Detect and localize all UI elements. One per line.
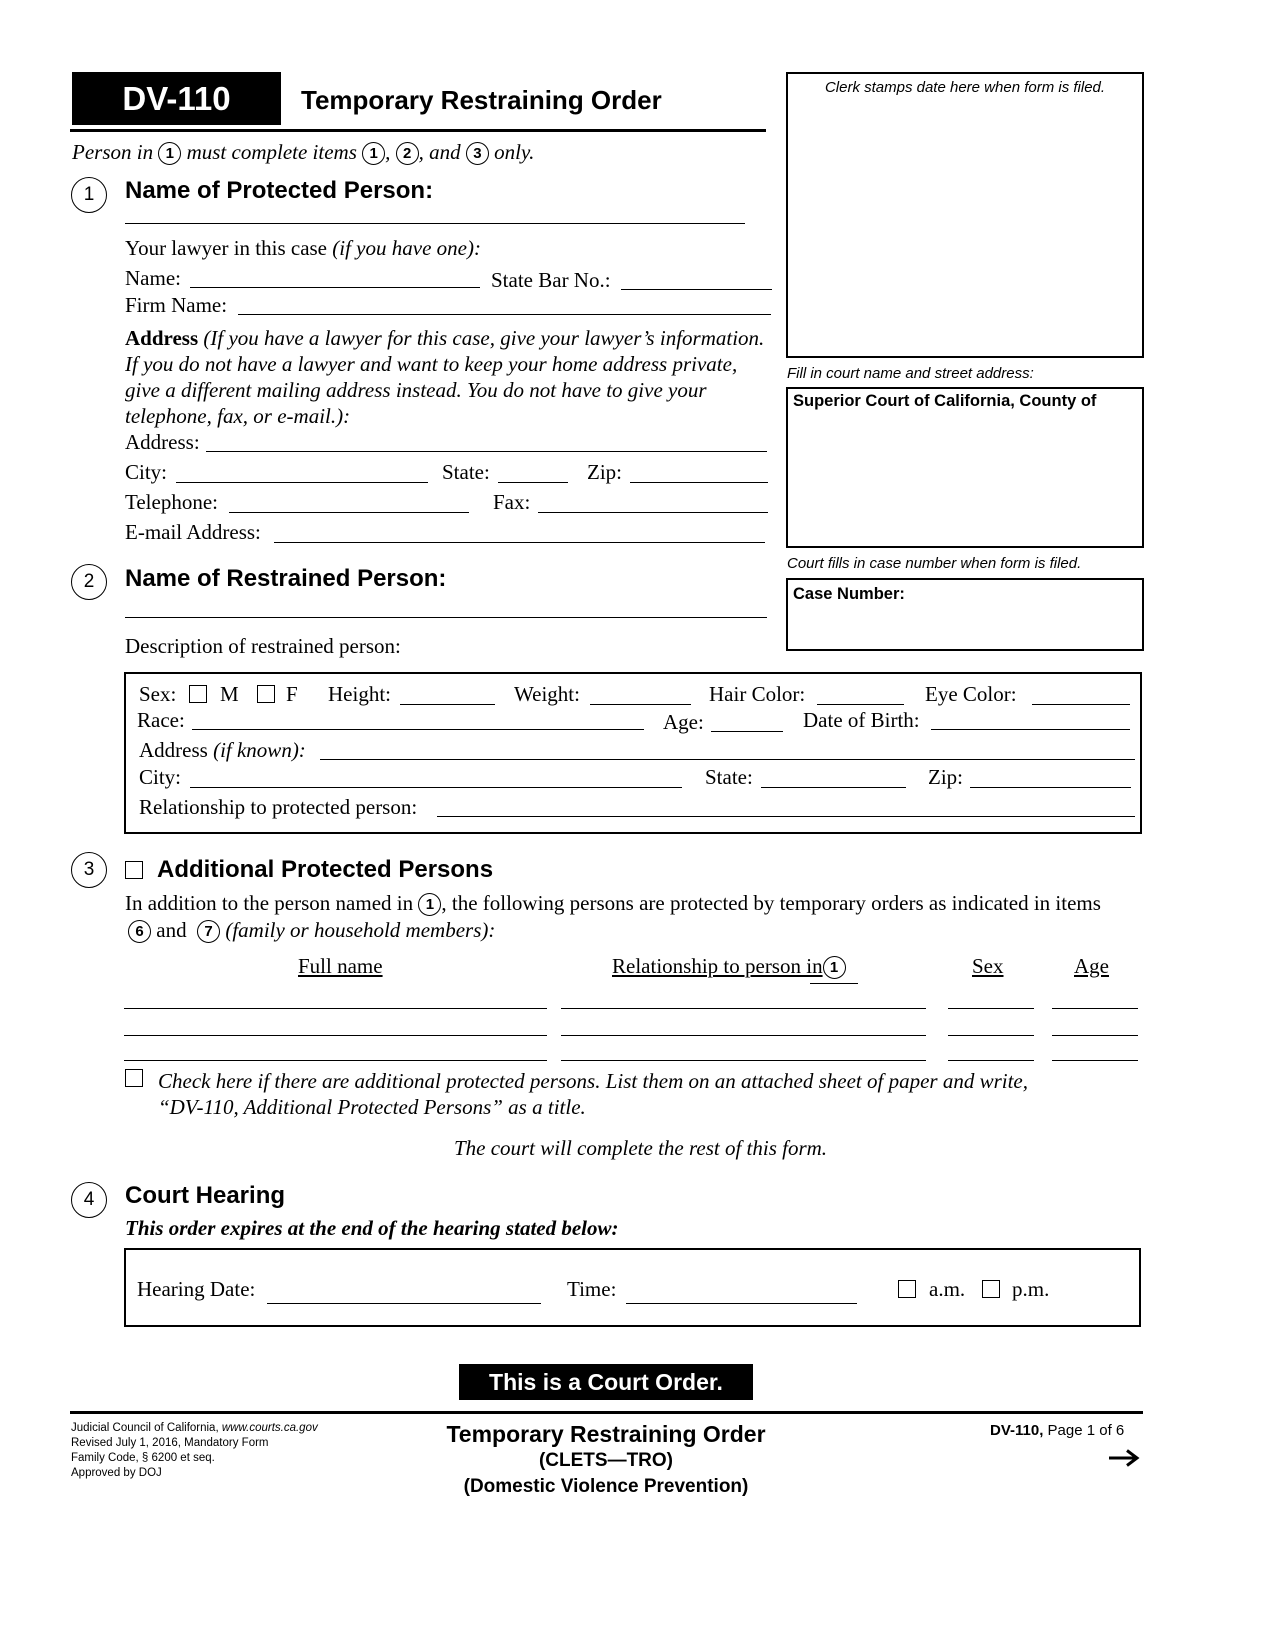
row1-sex-field[interactable] bbox=[948, 1008, 1034, 1009]
address-label: Address: bbox=[125, 430, 200, 454]
court-complete-note: The court will complete the rest of this form. bbox=[453, 1136, 828, 1160]
state-bar-field[interactable] bbox=[621, 289, 772, 290]
court-hearing-heading: Court Hearing bbox=[125, 1182, 286, 1209]
row2-name-field[interactable] bbox=[124, 1035, 547, 1036]
additional-persons-checkbox[interactable] bbox=[125, 861, 143, 879]
restrained-city-label: City: bbox=[139, 765, 182, 789]
case-number-box[interactable] bbox=[786, 578, 1144, 651]
row3-name-field[interactable] bbox=[124, 1060, 547, 1061]
hearing-date-label: Hearing Date: bbox=[137, 1277, 256, 1301]
protected-person-name-field[interactable] bbox=[125, 223, 745, 224]
eye-color-label: Eye Color: bbox=[925, 682, 1017, 706]
pm-checkbox[interactable] bbox=[982, 1280, 1000, 1298]
row3-sex-field[interactable] bbox=[948, 1060, 1034, 1061]
lawyer-name-label: Name: bbox=[125, 266, 181, 290]
fax-field[interactable] bbox=[538, 512, 768, 513]
ref-circle-6: 6 bbox=[128, 920, 151, 943]
hearing-time-label: Time: bbox=[567, 1277, 617, 1301]
age-label: Age: bbox=[663, 710, 704, 734]
telephone-label: Telephone: bbox=[125, 490, 218, 514]
col-relationship-underline bbox=[810, 983, 858, 984]
email-label: E-mail Address: bbox=[125, 520, 261, 544]
section-number-3: 3 bbox=[71, 852, 107, 888]
restrained-person-heading: Name of Restrained Person: bbox=[125, 565, 447, 592]
state-label: State: bbox=[442, 460, 490, 484]
city-label: City: bbox=[125, 460, 168, 484]
footer-page-info: DV-110, Page 1 of 6 bbox=[990, 1422, 1125, 1439]
firm-name-field[interactable] bbox=[238, 314, 771, 315]
col-age: Age bbox=[1074, 954, 1109, 978]
relationship-field[interactable] bbox=[437, 816, 1135, 817]
completion-instructions: Person in 1 must complete items 1 , 2 , and 3 only. bbox=[72, 140, 535, 164]
lawyer-name-field[interactable] bbox=[190, 287, 480, 288]
hair-color-label: Hair Color: bbox=[709, 682, 806, 706]
telephone-field[interactable] bbox=[229, 512, 469, 513]
restrained-zip-label: Zip: bbox=[928, 765, 963, 789]
restrained-zip-field[interactable] bbox=[970, 787, 1131, 788]
section-number-2: 2 bbox=[71, 564, 107, 600]
sex-label: Sex: bbox=[139, 682, 177, 706]
footer-subtitle-1: (CLETS—TRO) bbox=[538, 1450, 674, 1471]
weight-label: Weight: bbox=[514, 682, 580, 706]
state-field[interactable] bbox=[498, 482, 568, 483]
footer-title: Temporary Restraining Order bbox=[446, 1421, 766, 1447]
restrained-person-name-field[interactable] bbox=[125, 617, 767, 618]
eye-color-field[interactable] bbox=[1032, 704, 1130, 705]
ref-circle-2: 2 bbox=[396, 142, 419, 165]
col-full-name: Full name bbox=[298, 954, 383, 978]
pm-label: p.m. bbox=[1012, 1277, 1050, 1301]
height-label: Height: bbox=[328, 682, 391, 706]
additional-persons-intro: In addition to the person named in 1 , the following persons are protected by temporary orders as indicated in items bbox=[125, 891, 1101, 915]
row3-relationship-field[interactable] bbox=[561, 1060, 926, 1061]
col-relationship: Relationship to person in 1 bbox=[612, 954, 846, 979]
hair-color-field[interactable] bbox=[817, 704, 904, 705]
clerk-stamp-note: Clerk stamps date here when form is filed. bbox=[824, 79, 1106, 96]
dob-label: Date of Birth: bbox=[803, 708, 920, 732]
age-field[interactable] bbox=[711, 731, 783, 732]
restrained-state-field[interactable] bbox=[761, 787, 906, 788]
zip-label: Zip: bbox=[587, 460, 622, 484]
row1-age-field[interactable] bbox=[1052, 1008, 1138, 1009]
ref-circle-3: 3 bbox=[466, 142, 489, 165]
ref-circle-1: 1 bbox=[418, 893, 441, 916]
form-title: Temporary Restraining Order bbox=[301, 85, 662, 115]
sex-f-label: F bbox=[286, 682, 298, 706]
row1-name-field[interactable] bbox=[124, 1008, 547, 1009]
race-label: Race: bbox=[137, 708, 185, 732]
protected-person-heading: Name of Protected Person: bbox=[125, 177, 434, 204]
sex-m-label: M bbox=[220, 682, 239, 706]
additional-persons-heading: Additional Protected Persons bbox=[157, 856, 494, 883]
footer-publisher: Judicial Council of California, www.courts.ca.gov Revised July 1, 2016, Mandatory Form Family Code, § 6200 et seq. Approved by DOJ bbox=[71, 1422, 318, 1479]
restrained-city-field[interactable] bbox=[190, 787, 682, 788]
section-number-4: 4 bbox=[71, 1182, 107, 1218]
am-checkbox[interactable] bbox=[898, 1280, 916, 1298]
court-order-banner: This is a Court Order. bbox=[459, 1364, 753, 1400]
hearing-time-field[interactable] bbox=[626, 1303, 857, 1304]
relationship-label: Relationship to protected person: bbox=[139, 795, 418, 819]
form-id-block: DV-110 bbox=[72, 72, 281, 125]
col-sex: Sex bbox=[972, 954, 1004, 978]
ref-circle-1: 1 bbox=[158, 142, 181, 165]
lawyer-intro: Your lawyer in this case (if you have one): bbox=[125, 236, 481, 260]
restrained-state-label: State: bbox=[705, 765, 753, 789]
city-field[interactable] bbox=[176, 482, 428, 483]
zip-field[interactable] bbox=[630, 482, 768, 483]
row2-relationship-field[interactable] bbox=[561, 1035, 926, 1036]
fax-label: Fax: bbox=[493, 490, 531, 514]
row2-sex-field[interactable] bbox=[948, 1035, 1034, 1036]
row3-age-field[interactable] bbox=[1052, 1060, 1138, 1061]
clerk-stamp-box bbox=[786, 72, 1144, 358]
sex-f-checkbox[interactable] bbox=[257, 685, 275, 703]
weight-field[interactable] bbox=[590, 704, 691, 705]
case-number-label: Case Number: bbox=[793, 585, 905, 603]
address-instructions: Address (If you have a lawyer for this case, give your lawyer’s information. If you do not have a lawyer and want to keep your home address private, give a different mailing address instead. You do not have to give your telephone, fax, or e-mail.): bbox=[125, 326, 765, 428]
section-number-1: 1 bbox=[71, 177, 107, 213]
email-field[interactable] bbox=[274, 542, 765, 543]
firm-name-label: Firm Name: bbox=[125, 293, 228, 317]
next-page-arrow-icon bbox=[1108, 1449, 1140, 1467]
court-name-label: Superior Court of California, County of bbox=[793, 392, 1097, 410]
case-number-note: Court fills in case number when form is filed. bbox=[787, 555, 1082, 572]
restrained-address-label: Address (if known): bbox=[139, 738, 306, 762]
order-expires-note: This order expires at the end of the hearing stated below: bbox=[125, 1216, 619, 1240]
description-label: Description of restrained person: bbox=[125, 634, 401, 658]
footer-subtitle-2: (Domestic Violence Prevention) bbox=[463, 1476, 749, 1497]
am-label: a.m. bbox=[929, 1277, 966, 1301]
hearing-date-field[interactable] bbox=[267, 1303, 541, 1304]
ref-circle-7: 7 bbox=[197, 920, 220, 943]
footer-rule bbox=[70, 1411, 1143, 1414]
attached-sheet-text: Check here if there are additional protected persons. List them on an attached sheet of paper and write, “DV-110, Additional Protected Persons” as a title. bbox=[158, 1069, 1029, 1119]
address-field[interactable] bbox=[206, 451, 767, 452]
row2-age-field[interactable] bbox=[1052, 1035, 1138, 1036]
sex-m-checkbox[interactable] bbox=[189, 685, 207, 703]
dob-field[interactable] bbox=[931, 729, 1130, 730]
race-field[interactable] bbox=[192, 729, 644, 730]
header-rule bbox=[70, 129, 766, 132]
ref-circle-1: 1 bbox=[823, 956, 846, 979]
ref-circle-1: 1 bbox=[362, 142, 385, 165]
restrained-address-field[interactable] bbox=[320, 759, 1135, 760]
additional-persons-intro-2: 6 and 7 (family or household members): bbox=[128, 918, 495, 943]
row1-relationship-field[interactable] bbox=[561, 1008, 926, 1009]
court-name-box[interactable] bbox=[786, 387, 1144, 548]
attached-sheet-checkbox[interactable] bbox=[125, 1069, 143, 1087]
state-bar-label: State Bar No.: bbox=[491, 268, 611, 292]
height-field[interactable] bbox=[400, 704, 495, 705]
court-name-note: Fill in court name and street address: bbox=[787, 365, 1034, 382]
